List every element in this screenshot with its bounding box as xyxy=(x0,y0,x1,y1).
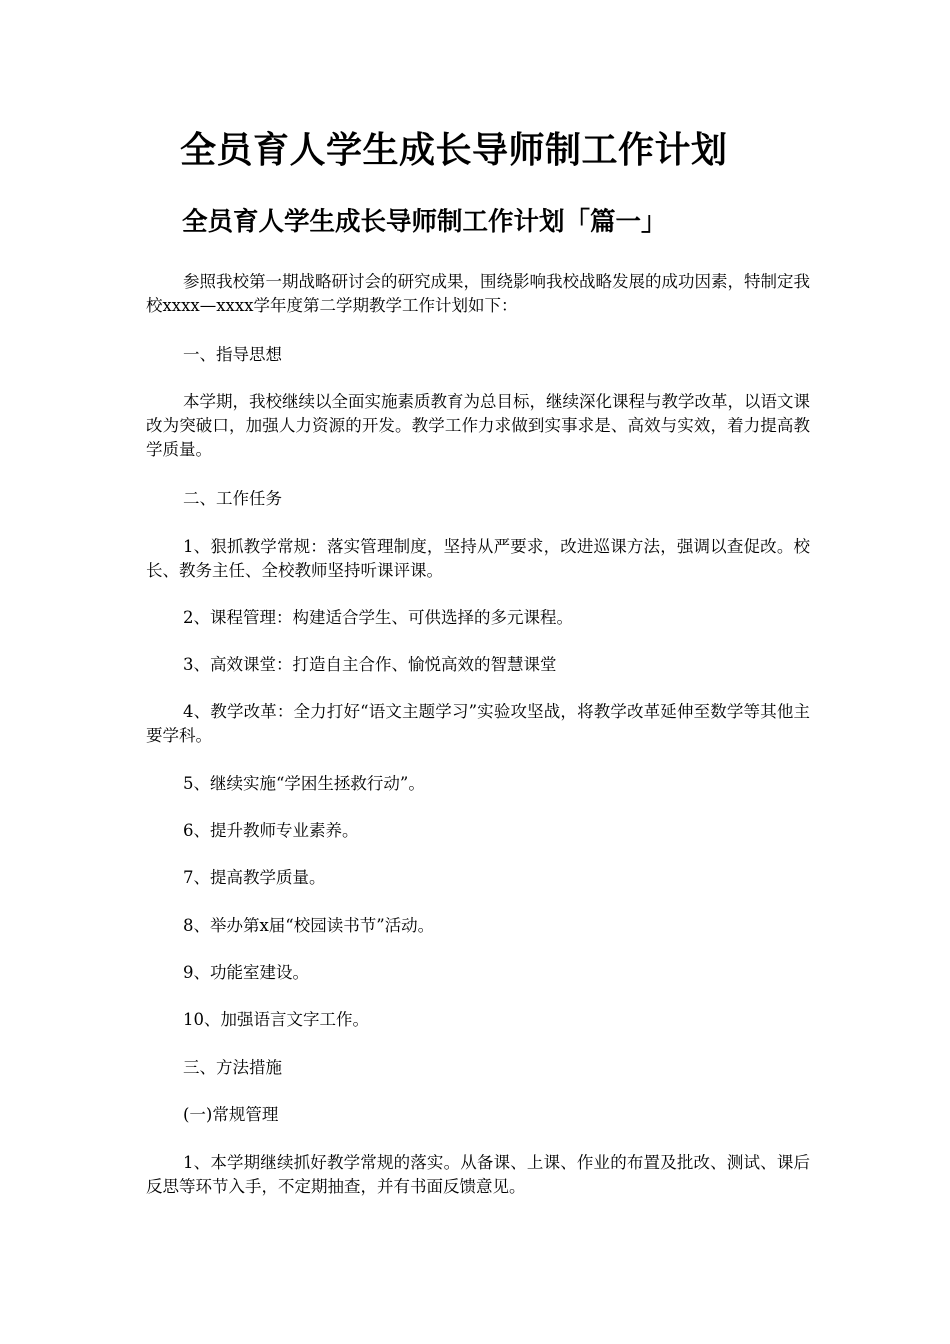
section-heading-guiding-ideas: 一、指导思想 xyxy=(183,345,282,364)
task-item-1: 1、狠抓教学常规：落实管理制度，坚持从严要求，改进巡课方法，强调以查促改。校长、教务主任、全校教师坚持听课评课。 xyxy=(146,537,810,580)
task-item-10: 10、加强语言文字工作。 xyxy=(183,1010,369,1029)
section-heading-methods: 三、方法措施 xyxy=(183,1058,282,1077)
task-item-4: 4、教学改革：全力打好“语文主题学习”实验攻坚战，将教学改革延伸至数学等其他主要学科。 xyxy=(146,702,810,745)
paragraph-intro: 参照我校第一期战略研讨会的研究成果，围绕影响我校战略发展的成功因素，特制定我校xxxx—xxxx学年度第二学期教学工作计划如下： xyxy=(146,272,810,315)
method-item-1: 1、本学期继续抓好教学常规的落实。从备课、上课、作业的布置及批改、测试、课后反思等环节入手，不定期抽查，并有书面反馈意见。 xyxy=(146,1153,810,1196)
task-item-5: 5、继续实施“学困生拯救行动”。 xyxy=(183,774,425,793)
document-title: 全员育人学生成长导师制工作计划 xyxy=(180,130,728,171)
task-item-7: 7、提高教学质量。 xyxy=(183,868,326,887)
task-item-9: 9、功能室建设。 xyxy=(183,963,309,982)
subsection-heading-routine: (一)常规管理 xyxy=(183,1105,279,1124)
task-item-8: 8、举办第x届“校园读书节”活动。 xyxy=(183,916,435,935)
task-item-2: 2、课程管理：构建适合学生、可供选择的多元课程。 xyxy=(183,608,573,627)
task-item-6: 6、提升教师专业素养。 xyxy=(183,821,359,840)
task-item-3: 3、高效课堂：打造自主合作、愉悦高效的智慧课堂 xyxy=(183,655,557,674)
section-heading-tasks: 二、工作任务 xyxy=(183,489,282,508)
document-subtitle: 全员育人学生成长导师制工作计划「篇一」 xyxy=(182,207,667,237)
paragraph-guiding-ideas: 本学期，我校继续以全面实施素质教育为总目标，继续深化课程与教学改革，以语文课改为突破口，加强人力资源的开发。教学工作力求做到实事求是、高效与实效，着力提高教学质量。 xyxy=(146,392,810,459)
